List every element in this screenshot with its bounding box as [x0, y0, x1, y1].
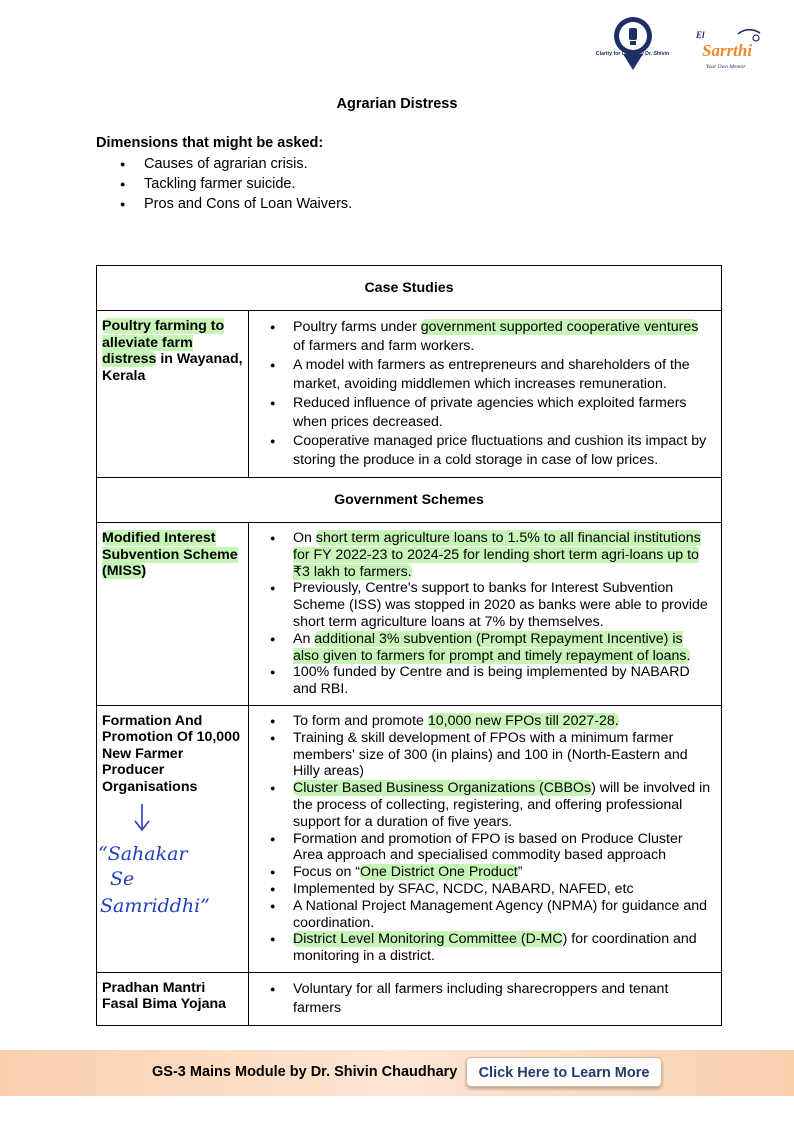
- list-item: ● Causes of agrarian crisis.: [96, 154, 352, 174]
- list-item: ● Reduced influence of private agencies which exploited farmers when prices decreased.: [249, 394, 711, 432]
- list-item: ● Formation and promotion of FPO is based on Produce Cluster Area approach and specialised commodity based approach: [249, 831, 711, 865]
- row-label-pmfby: Pradhan Mantri Fasal Bima Yojana: [97, 972, 249, 1025]
- list-item: ● Tackling farmer suicide.: [96, 174, 352, 194]
- row-content-poultry: [249, 311, 722, 478]
- highlight: Modified Interest Subvention Scheme (MISS): [102, 530, 238, 579]
- highlight: Cluster Based Business Organizations (CBBOs: [293, 780, 592, 797]
- highlight: Poultry farming to alleviate farm distress: [102, 318, 225, 367]
- el-sarrthi-logo: [694, 24, 764, 72]
- bulb-icon: [614, 17, 652, 70]
- list-item: ● 100% funded by Centre and is being implemented by NABARD and RBI.: [249, 664, 711, 698]
- chariot-icon: [738, 30, 760, 41]
- highlight: 10,000 new FPOs till 2027-28.: [427, 712, 619, 729]
- list-item: [249, 318, 711, 356]
- row-label-text: in Wayanad, Kerala: [102, 351, 243, 384]
- list-item: ● Cooperative managed price fluctuations and cushion its impact by storing the produce in a cold storage in case of low prices.: [249, 432, 711, 470]
- list-item: ● Voluntary for all farmers including sharecroppers and tenant farmers: [249, 980, 711, 1018]
- dimensions-list: [96, 154, 352, 214]
- table-row: [97, 523, 722, 706]
- bullet-text: of farmers and farm workers.: [293, 338, 475, 354]
- list-item: [249, 780, 711, 830]
- row-label-poultry: [97, 311, 249, 478]
- list-item: [249, 530, 711, 580]
- highlight: District Level Monitoring Committee (D-MC: [293, 931, 563, 948]
- row-content-fpo: [249, 705, 722, 972]
- brand2-prefix: El: [696, 30, 705, 40]
- bullet-text: ) will be involved in the process of collecting, registering, and offering professional support for a duration of five years.: [293, 780, 711, 830]
- down-arrow-icon: [135, 804, 149, 830]
- list-item: [249, 713, 711, 730]
- dimensions-block: [96, 135, 352, 214]
- handwritten-note: [96, 800, 236, 930]
- section-header-row: [97, 266, 722, 311]
- list-item: [249, 864, 711, 881]
- dimensions-heading: Dimensions that might be asked:: [96, 135, 324, 151]
- table-row: [97, 311, 722, 478]
- bullet-text: ) for coordination and monitoring in a district.: [293, 931, 697, 965]
- bullet-text: ”: [517, 864, 523, 881]
- table-row: [97, 972, 722, 1025]
- list-item: ● Implemented by SFAC, NCDC, NABARD, NAFED, etc: [249, 881, 711, 898]
- row-content-miss: [249, 523, 722, 706]
- row-label-fpo: Formation And Promotion Of 10,000 New Farmer Producer Organisations: [97, 705, 249, 972]
- handnote-line-2: Se: [110, 868, 135, 890]
- list-item: [249, 631, 711, 665]
- page-title: Agrarian Distress: [336, 96, 458, 112]
- clarity-for-upsc-logo: [585, 14, 680, 72]
- list-item: ● Training & skill development of FPOs with a minimum farmer members' size of 300 (in plains) and 100 in (North-Eastern and Hilly areas): [249, 730, 711, 780]
- section-case-studies: Case Studies: [97, 266, 722, 311]
- list-item: [249, 931, 711, 965]
- section-header-row: [97, 478, 722, 523]
- bullet-text: An: [293, 630, 315, 647]
- row-label-miss: [97, 523, 249, 706]
- learn-more-button[interactable]: Click Here to Learn More: [466, 1057, 662, 1087]
- list-item: ● A National Project Management Agency (NPMA) for guidance and coordination.: [249, 898, 711, 932]
- bullet-text: Poultry farms under: [293, 319, 421, 335]
- brand2-tagline: Your Own Mentor: [706, 64, 746, 70]
- highlight: government supported cooperative ventures: [420, 319, 699, 335]
- footer-text: GS-3 Mains Module by Dr. Shivin Chaudhary: [152, 1064, 458, 1080]
- brand1-caption: Clarity for UPSC by Dr. Shivin: [595, 51, 670, 57]
- handnote-line-3: Samriddhi”: [100, 895, 210, 917]
- highlight: short term agriculture loans to 1.5% to all financial institutions for FY 2022-23 to 2024-25 for lending short term agri-loans up to ₹3 lakh to farmers.: [293, 530, 701, 580]
- bullet-text: To form and promote: [293, 712, 428, 729]
- list-item: ● Pros and Cons of Loan Waivers.: [96, 194, 352, 214]
- brand2-name: Sarrthi: [702, 41, 753, 60]
- highlight: One District One Product: [360, 864, 518, 881]
- footer-banner: [0, 1050, 794, 1096]
- highlight: additional 3% subvention (Prompt Repayment Incentive) is also given to farmers for prompt and timely repayment of loans.: [293, 630, 691, 664]
- bullet-text: Focus on “: [293, 864, 361, 881]
- handnote-line-1: “Sahakar: [98, 843, 188, 865]
- section-government-schemes: Government Schemes: [97, 478, 722, 523]
- list-item: ● A model with farmers as entrepreneurs and shareholders of the market, avoiding middlemen which increases remuneration.: [249, 356, 711, 394]
- bullet-text: On: [293, 530, 316, 546]
- list-item: ● Previously, Centre's support to banks for Interest Subvention Scheme (ISS) was stopped in 2020 as banks were able to provide short term agriculture loans at 7% by themselves.: [249, 580, 711, 630]
- row-content-pmfby: [249, 972, 722, 1025]
